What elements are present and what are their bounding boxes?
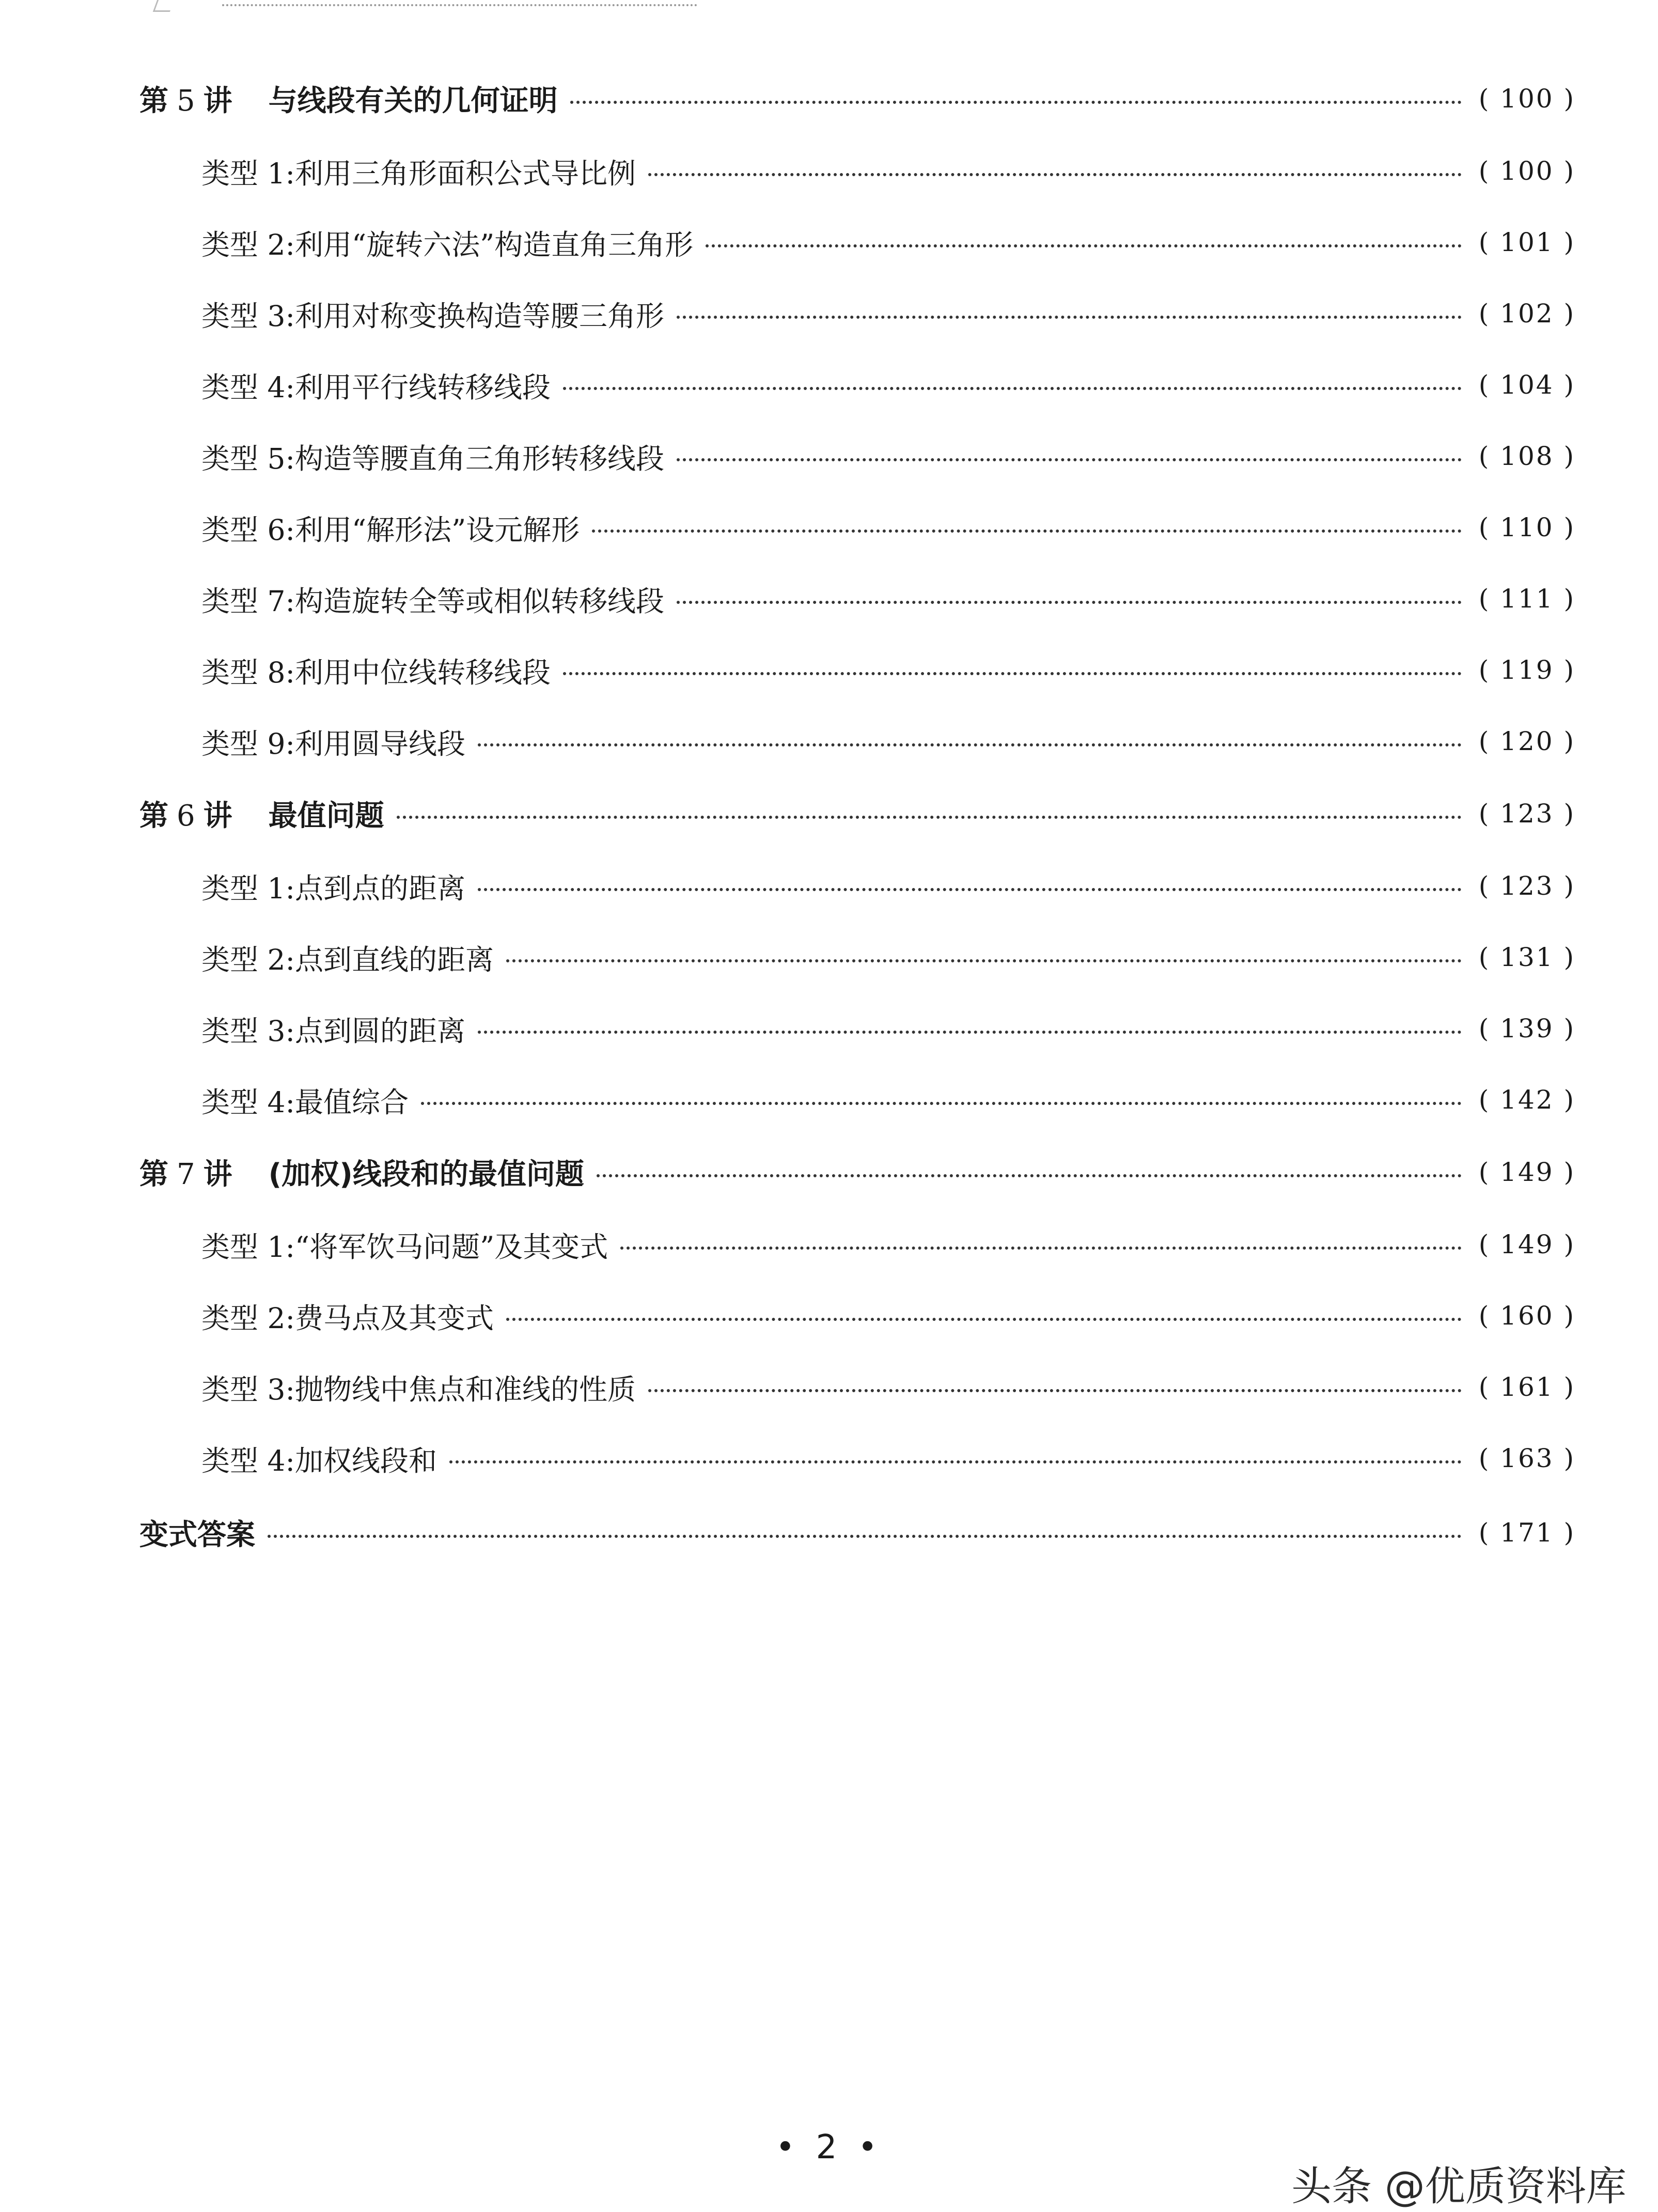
dot-leader [421,1102,1462,1105]
dot-leader [563,387,1462,390]
dot-leader [677,458,1462,461]
toc-type[interactable] [139,207,1575,278]
lecture-title: 第 5 讲 与线段有关的几何证明 [139,84,558,118]
table-of-contents [139,62,1575,1571]
toc-lecture-6[interactable] [139,777,1575,850]
type-label: 类型 3:抛物线中焦点和准线的性质 [201,1373,636,1406]
toc-type[interactable] [139,634,1575,706]
toc-type[interactable] [139,1423,1575,1494]
dot-leader [397,816,1462,819]
type-label: 类型 7:构造旋转全等或相似转移线段 [201,584,665,618]
toc-type[interactable] [139,135,1575,207]
type-label: 类型 2:费马点及其变式 [201,1301,494,1335]
toc-type[interactable] [139,420,1575,492]
toc-answers[interactable] [139,1494,1575,1571]
page-ref: ( 149 ) [1478,1229,1575,1259]
dot-leader [706,244,1462,247]
top-dotted-rule [222,4,697,6]
dot-leader [478,888,1462,891]
dot-leader [592,529,1462,533]
toc-type[interactable] [139,492,1575,563]
type-label: 类型 9:利用圆导线段 [201,727,466,760]
toc-lecture-5[interactable] [139,62,1575,135]
dot-leader [648,1389,1462,1392]
type-label: 类型 6:利用“解形法”设元解形 [201,513,580,547]
dot-leader [570,101,1462,104]
toc-type[interactable] [139,706,1575,777]
page-ref: ( 123 ) [1478,799,1575,829]
dot-leader [620,1247,1462,1250]
dot-leader [677,601,1462,604]
type-label: 类型 8:利用中位线转移线段 [201,656,551,689]
type-label: 类型 3:利用对称变换构造等腰三角形 [201,299,665,333]
page-ref: ( 149 ) [1478,1157,1575,1187]
toc-type[interactable] [139,563,1575,634]
answers-title: 变式答案 [139,1518,255,1552]
lecture-title: 第 6 讲 最值问题 [139,799,384,833]
page-ref: ( 110 ) [1478,512,1575,542]
type-label: 类型 1:利用三角形面积公式导比例 [201,157,636,190]
toc-type[interactable] [139,1209,1575,1280]
dot-leader [449,1460,1462,1463]
toc-type[interactable] [139,278,1575,349]
type-label: 类型 2:点到直线的距离 [201,943,494,976]
dot-leader [268,1535,1462,1538]
page-ref: ( 119 ) [1478,655,1575,685]
page-ref: ( 111 ) [1478,584,1575,614]
page-ref: ( 131 ) [1478,942,1575,972]
dot-leader [648,173,1462,176]
toc-type[interactable] [139,1280,1575,1351]
lecture-title: 第 7 讲 (加权)线段和的最值问题 [139,1158,584,1191]
page-ref: ( 161 ) [1478,1372,1575,1402]
type-label: 类型 3:点到圆的距离 [201,1014,466,1048]
toc-lecture-7[interactable] [139,1135,1575,1209]
page-ref: ( 120 ) [1478,726,1575,756]
page-number: • 2 • [775,2128,883,2167]
page-ref: ( 108 ) [1478,441,1575,471]
toc-type[interactable] [139,993,1575,1064]
page-ref: ( 100 ) [1478,156,1575,186]
toc-type[interactable] [139,349,1575,420]
page-ref: ( 163 ) [1478,1443,1575,1473]
dot-leader [597,1174,1462,1177]
type-label: 类型 1:“将军饮马问题”及其变式 [201,1230,608,1264]
type-label: 类型 4:最值综合 [201,1085,409,1119]
page-ref: ( 100 ) [1478,84,1575,114]
toc-type[interactable] [139,1064,1575,1135]
toc-type[interactable] [139,850,1575,922]
dot-leader [506,1318,1462,1321]
dot-leader [478,743,1462,746]
page-ref: ( 123 ) [1478,871,1575,901]
page-ref: ( 102 ) [1478,299,1575,329]
type-label: 类型 2:利用“旋转六法”构造直角三角形 [201,228,694,261]
toc-type[interactable] [139,922,1575,993]
page-ref: ( 171 ) [1478,1518,1575,1548]
watermark: 头条 @优质资料库 [1291,2163,1626,2210]
page-ref: ( 160 ) [1478,1301,1575,1331]
page-ref: ( 139 ) [1478,1014,1575,1043]
page-ref: ( 142 ) [1478,1085,1575,1115]
dot-leader [677,316,1462,319]
dot-leader [563,672,1462,675]
dot-leader [506,959,1462,962]
type-label: 类型 4:加权线段和 [201,1444,437,1477]
type-label: 类型 5:构造等腰直角三角形转移线段 [201,442,665,475]
dot-leader [478,1031,1462,1034]
page-ref: ( 104 ) [1478,370,1575,400]
page-ref: ( 101 ) [1478,227,1575,257]
top-corner-mark [153,0,174,12]
type-label: 类型 4:利用平行线转移线段 [201,370,551,404]
toc-type[interactable] [139,1351,1575,1423]
type-label: 类型 1:点到点的距离 [201,871,466,905]
